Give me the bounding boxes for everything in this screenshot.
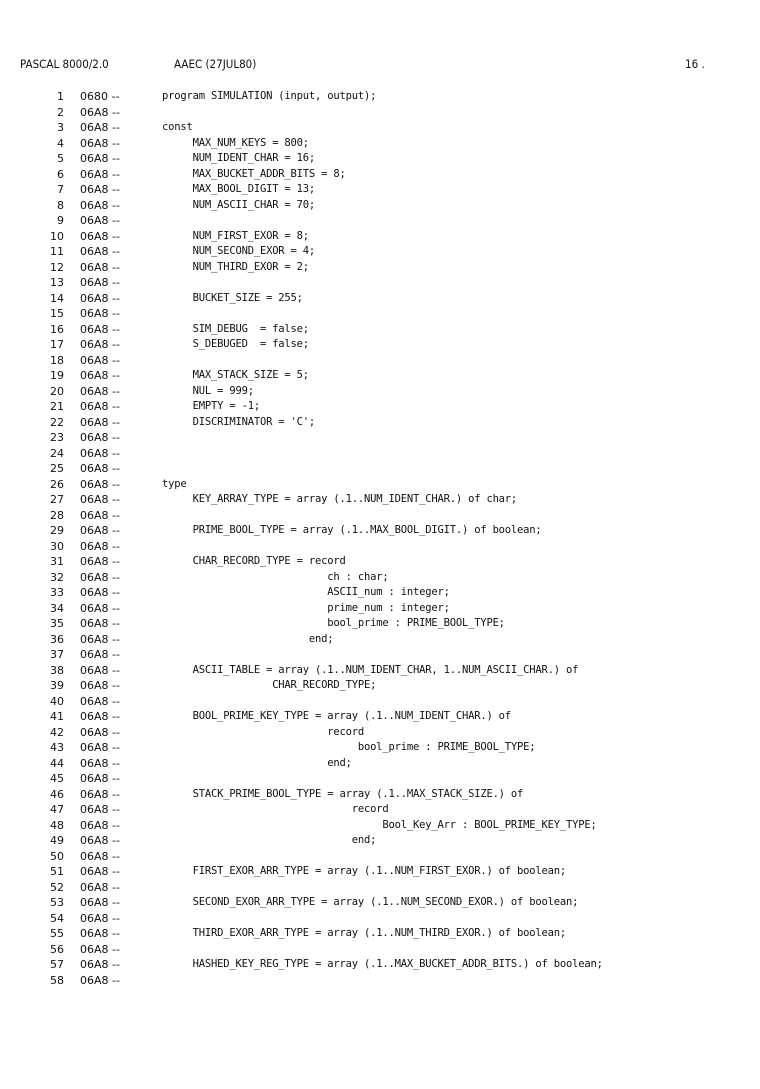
line-code: end; — [162, 756, 352, 769]
line-address: 06A8 -- — [80, 400, 120, 413]
line-address: 06A8 -- — [80, 756, 120, 770]
line-address: 06A8 -- — [80, 477, 120, 491]
code-line — [0, 740, 760, 756]
line-address: 06A8 -- — [80, 508, 120, 522]
line-address: 06A8 -- — [80, 555, 120, 568]
line-address: 06A8 -- — [80, 276, 120, 289]
line-number: 27 — [50, 493, 64, 506]
line-code: KEY_ARRAY_TYPE = array (.1..NUM_IDENT_CHAR.) of char; — [162, 493, 518, 505]
code-line — [0, 616, 760, 632]
line-code: CHAR_RECORD_TYPE = record — [162, 555, 346, 567]
code-line — [0, 926, 760, 942]
line-code: prime_num : integer; — [162, 601, 450, 614]
line-number: 29 — [50, 524, 64, 537]
line-number: 41 — [50, 710, 64, 723]
code-line — [0, 585, 760, 601]
line-address: 06A8 -- — [80, 896, 120, 909]
line-number: 1 — [57, 90, 64, 103]
line-code: FIRST_EXOR_ARR_TYPE = array (.1..NUM_FIRST_EXOR.) of boolean; — [162, 865, 567, 877]
code-line — [0, 539, 760, 555]
line-number: 15 — [50, 307, 64, 320]
code-line — [0, 647, 760, 663]
line-number: 53 — [50, 896, 64, 909]
code-line — [0, 120, 760, 136]
line-address: 06A8 -- — [80, 524, 120, 537]
code-line — [0, 446, 760, 462]
line-address: 06A8 -- — [80, 136, 120, 150]
code-line — [0, 291, 760, 307]
line-number: 50 — [50, 849, 64, 863]
line-number: 30 — [50, 539, 64, 553]
code-line — [0, 337, 760, 353]
line-code: bool_prime : PRIME_BOOL_TYPE; — [162, 741, 536, 753]
line-number: 51 — [50, 865, 64, 878]
line-number: 52 — [50, 880, 64, 894]
line-address: 0680 -- — [80, 90, 120, 103]
line-code: SIM_DEBUG = false; — [162, 322, 309, 335]
line-address: 06A8 -- — [80, 183, 120, 196]
code-line — [0, 864, 760, 880]
code-line — [0, 260, 760, 276]
line-number: 2 — [57, 105, 64, 119]
line-address: 06A8 -- — [80, 353, 120, 367]
source-listing — [0, 89, 760, 988]
line-address: 06A8 -- — [80, 229, 120, 243]
line-address: 06A8 -- — [80, 803, 120, 816]
line-address: 06A8 -- — [80, 617, 120, 630]
line-code: NUM_ASCII_CHAR = 70; — [162, 198, 316, 211]
code-line — [0, 306, 760, 322]
line-code: THIRD_EXOR_ARR_TYPE = array (.1..NUM_THIRD_EXOR.) of boolean; — [162, 927, 567, 939]
line-code: MAX_STACK_SIZE = 5; — [162, 369, 309, 381]
line-address: 06A8 -- — [80, 601, 120, 615]
line-address: 06A8 -- — [80, 167, 120, 181]
line-number: 57 — [50, 958, 64, 971]
line-number: 32 — [50, 570, 64, 584]
code-line — [0, 663, 760, 679]
line-address: 06A8 -- — [80, 694, 120, 708]
line-code: record — [162, 725, 365, 738]
line-number: 28 — [50, 508, 64, 522]
line-address: 06A8 -- — [80, 431, 120, 444]
compiler-version: PASCAL 8000/2.0 — [20, 57, 109, 71]
line-address: 06A8 -- — [80, 121, 120, 134]
line-number: 7 — [57, 183, 64, 196]
code-line — [0, 756, 760, 772]
line-number: 6 — [57, 167, 64, 181]
line-code: NUM_THIRD_EXOR = 2; — [162, 260, 309, 273]
code-line — [0, 105, 760, 121]
line-address: 06A8 -- — [80, 911, 120, 925]
line-code: DISCRIMINATOR = 'C'; — [162, 415, 316, 428]
line-number: 31 — [50, 555, 64, 568]
code-line — [0, 461, 760, 477]
line-number: 56 — [50, 942, 64, 956]
line-address: 06A8 -- — [80, 214, 120, 227]
code-line — [0, 725, 760, 741]
line-address: 06A8 -- — [80, 415, 120, 429]
line-code: MAX_BUCKET_ADDR_BITS = 8; — [162, 167, 346, 180]
line-address: 06A8 -- — [80, 880, 120, 894]
code-line — [0, 942, 760, 958]
line-number: 55 — [50, 927, 64, 940]
line-number: 34 — [50, 601, 64, 615]
line-code: end; — [162, 834, 377, 846]
line-number: 10 — [50, 229, 64, 243]
line-number: 36 — [50, 632, 64, 646]
line-number: 40 — [50, 694, 64, 708]
line-address: 06A8 -- — [80, 865, 120, 878]
line-address: 06A8 -- — [80, 539, 120, 553]
line-address: 06A8 -- — [80, 834, 120, 847]
line-number: 23 — [50, 431, 64, 444]
line-address: 06A8 -- — [80, 772, 120, 785]
code-line — [0, 415, 760, 431]
page-number: 16 . — [685, 57, 705, 71]
line-code: MAX_NUM_KEYS = 800; — [162, 136, 309, 149]
code-line — [0, 244, 760, 260]
code-line — [0, 787, 760, 803]
line-number: 45 — [50, 772, 64, 785]
line-address: 06A8 -- — [80, 338, 120, 351]
line-number: 3 — [57, 121, 64, 134]
code-line — [0, 818, 760, 834]
line-number: 14 — [50, 291, 64, 305]
line-code: NUM_SECOND_EXOR = 4; — [162, 245, 316, 257]
code-line — [0, 213, 760, 229]
code-line — [0, 957, 760, 973]
code-line — [0, 384, 760, 400]
line-code: MAX_BOOL_DIGIT = 13; — [162, 183, 316, 195]
code-line — [0, 678, 760, 694]
line-address: 06A8 -- — [80, 570, 120, 584]
line-code: BUCKET_SIZE = 255; — [162, 291, 303, 304]
line-number: 17 — [50, 338, 64, 351]
code-line — [0, 477, 760, 493]
code-line — [0, 229, 760, 245]
code-line — [0, 322, 760, 338]
line-number: 37 — [50, 648, 64, 661]
line-number: 33 — [50, 586, 64, 599]
code-line — [0, 167, 760, 183]
line-number: 21 — [50, 400, 64, 413]
line-number: 16 — [50, 322, 64, 336]
code-line — [0, 833, 760, 849]
code-line — [0, 353, 760, 369]
line-code: S_DEBUGED = false; — [162, 338, 309, 350]
line-address: 06A8 -- — [80, 369, 120, 382]
code-line — [0, 523, 760, 539]
code-line — [0, 430, 760, 446]
line-address: 06A8 -- — [80, 725, 120, 739]
line-number: 12 — [50, 260, 64, 274]
line-number: 19 — [50, 369, 64, 382]
line-code: STACK_PRIME_BOOL_TYPE = array (.1..MAX_STACK_SIZE.) of — [162, 787, 524, 800]
line-address: 06A8 -- — [80, 260, 120, 274]
code-line — [0, 136, 760, 152]
line-address: 06A8 -- — [80, 291, 120, 305]
line-address: 06A8 -- — [80, 586, 120, 599]
line-code: NUM_IDENT_CHAR = 16; — [162, 152, 316, 164]
line-number: 44 — [50, 756, 64, 770]
line-address: 06A8 -- — [80, 679, 120, 692]
line-number: 5 — [57, 152, 64, 165]
line-number: 54 — [50, 911, 64, 925]
compile-date: AAEC (27JUL80) — [174, 57, 257, 71]
line-address: 06A8 -- — [80, 632, 120, 646]
line-code: type — [162, 477, 187, 490]
line-number: 13 — [50, 276, 64, 289]
code-line — [0, 880, 760, 896]
line-number: 47 — [50, 803, 64, 816]
line-number: 24 — [50, 446, 64, 460]
code-line — [0, 275, 760, 291]
line-number: 43 — [50, 741, 64, 754]
line-address: 06A8 -- — [80, 322, 120, 336]
code-line — [0, 632, 760, 648]
line-address: 06A8 -- — [80, 787, 120, 801]
line-address: 06A8 -- — [80, 958, 120, 971]
line-address: 06A8 -- — [80, 973, 120, 987]
line-address: 06A8 -- — [80, 741, 120, 754]
line-code: NUL = 999; — [162, 384, 254, 397]
line-number: 49 — [50, 834, 64, 847]
line-code: ch : char; — [162, 570, 389, 583]
line-number: 9 — [57, 214, 64, 227]
page-header — [20, 57, 720, 73]
code-line — [0, 492, 760, 508]
line-address: 06A8 -- — [80, 493, 120, 506]
line-number: 22 — [50, 415, 64, 429]
line-address: 06A8 -- — [80, 245, 120, 258]
line-number: 48 — [50, 818, 64, 832]
line-code: HASHED_KEY_REG_TYPE = array (.1..MAX_BUCKET_ADDR_BITS.) of boolean; — [162, 958, 603, 970]
line-address: 06A8 -- — [80, 942, 120, 956]
code-line — [0, 911, 760, 927]
line-number: 8 — [57, 198, 64, 212]
line-address: 06A8 -- — [80, 198, 120, 212]
line-address: 06A8 -- — [80, 384, 120, 398]
line-code: SECOND_EXOR_ARR_TYPE = array (.1..NUM_SECOND_EXOR.) of boolean; — [162, 896, 579, 908]
code-line — [0, 973, 760, 989]
line-number: 25 — [50, 462, 64, 475]
code-line — [0, 151, 760, 167]
line-address: 06A8 -- — [80, 307, 120, 320]
line-number: 46 — [50, 787, 64, 801]
code-line — [0, 508, 760, 524]
code-line — [0, 368, 760, 384]
code-line — [0, 89, 760, 105]
line-number: 26 — [50, 477, 64, 491]
code-line — [0, 771, 760, 787]
code-line — [0, 849, 760, 865]
line-number: 39 — [50, 679, 64, 692]
line-number: 42 — [50, 725, 64, 739]
line-number: 58 — [50, 973, 64, 987]
line-number: 4 — [57, 136, 64, 150]
code-line — [0, 601, 760, 617]
code-line — [0, 802, 760, 818]
line-code: bool_prime : PRIME_BOOL_TYPE; — [162, 617, 505, 629]
line-code: program SIMULATION (input, output); — [162, 90, 377, 102]
code-line — [0, 182, 760, 198]
line-code: PRIME_BOOL_TYPE = array (.1..MAX_BOOL_DIGIT.) of boolean; — [162, 524, 542, 536]
line-address: 06A8 -- — [80, 446, 120, 460]
line-code: CHAR_RECORD_TYPE; — [162, 679, 377, 691]
code-line — [0, 895, 760, 911]
line-code: EMPTY = -1; — [162, 400, 260, 412]
line-address: 06A8 -- — [80, 663, 120, 677]
code-line — [0, 570, 760, 586]
line-address: 06A8 -- — [80, 710, 120, 723]
line-address: 06A8 -- — [80, 648, 120, 661]
code-line — [0, 694, 760, 710]
code-line — [0, 554, 760, 570]
line-code: Bool_Key_Arr : BOOL_PRIME_KEY_TYPE; — [162, 818, 597, 831]
code-line — [0, 709, 760, 725]
line-code: BOOL_PRIME_KEY_TYPE = array (.1..NUM_IDENT_CHAR.) of — [162, 710, 511, 722]
line-address: 06A8 -- — [80, 152, 120, 165]
code-line — [0, 399, 760, 415]
line-address: 06A8 -- — [80, 105, 120, 119]
line-address: 06A8 -- — [80, 818, 120, 832]
line-code: ASCII_num : integer; — [162, 586, 450, 598]
line-address: 06A8 -- — [80, 849, 120, 863]
line-number: 20 — [50, 384, 64, 398]
line-code: NUM_FIRST_EXOR = 8; — [162, 229, 309, 242]
line-code: end; — [162, 632, 334, 645]
line-number: 38 — [50, 663, 64, 677]
line-number: 35 — [50, 617, 64, 630]
code-line — [0, 198, 760, 214]
line-address: 06A8 -- — [80, 927, 120, 940]
line-code: ASCII_TABLE = array (.1..NUM_IDENT_CHAR, 1..NUM_ASCII_CHAR.) of — [162, 663, 579, 676]
line-code: record — [162, 803, 389, 815]
line-number: 18 — [50, 353, 64, 367]
line-number: 11 — [50, 245, 64, 258]
line-code: const — [162, 121, 193, 133]
line-address: 06A8 -- — [80, 462, 120, 475]
